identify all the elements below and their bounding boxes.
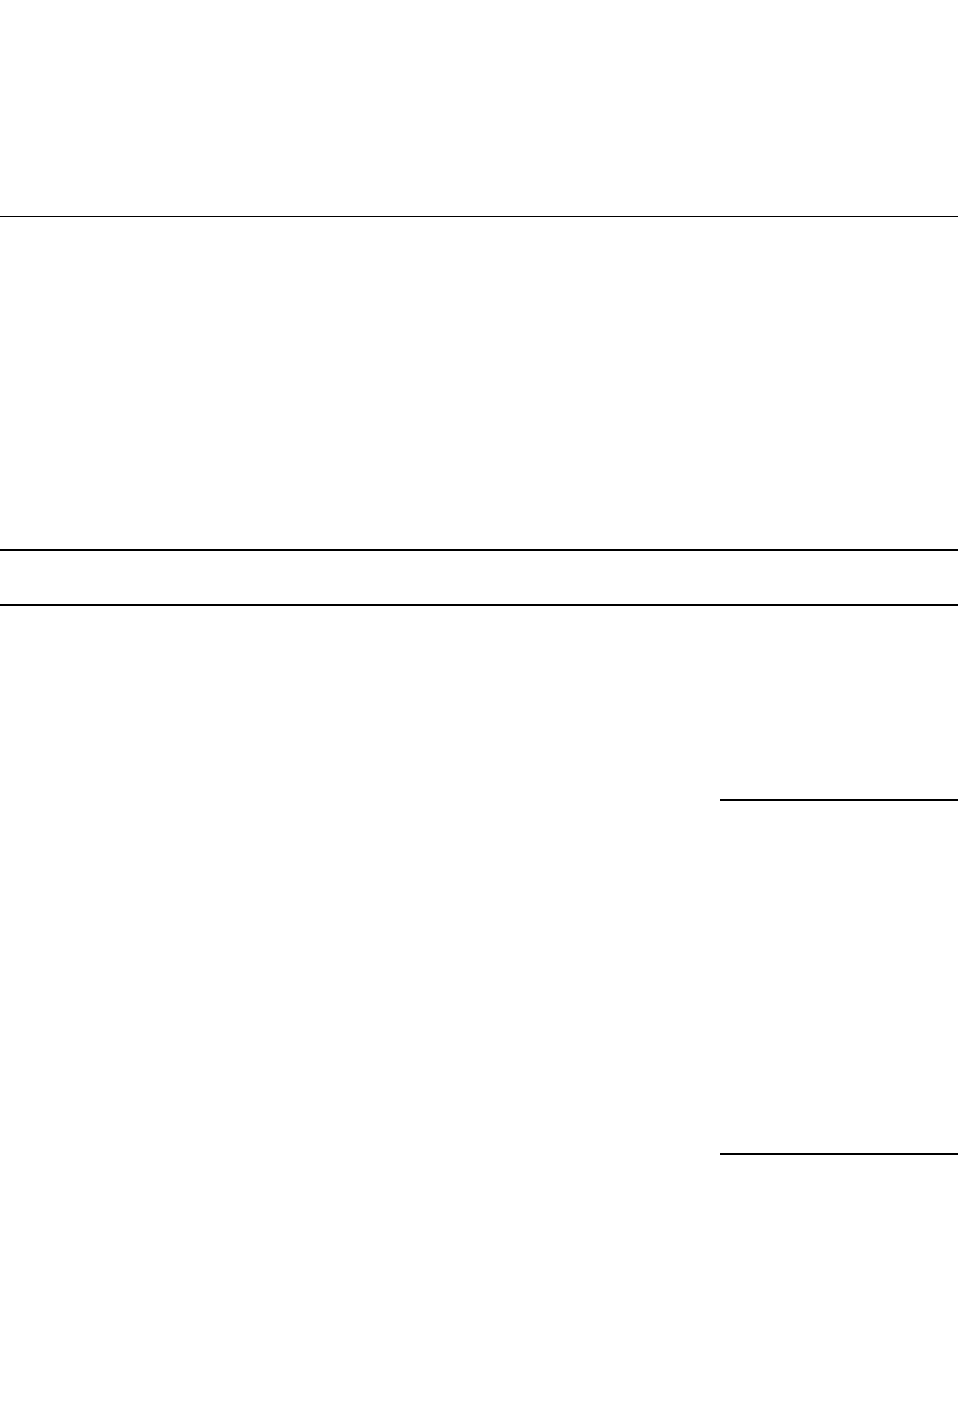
kp-underline xyxy=(720,799,958,801)
result-underline xyxy=(720,1153,958,1155)
k4-body-rule xyxy=(0,549,958,551)
k4-footer-rule xyxy=(0,604,958,606)
k4-header-rule xyxy=(0,216,958,217)
